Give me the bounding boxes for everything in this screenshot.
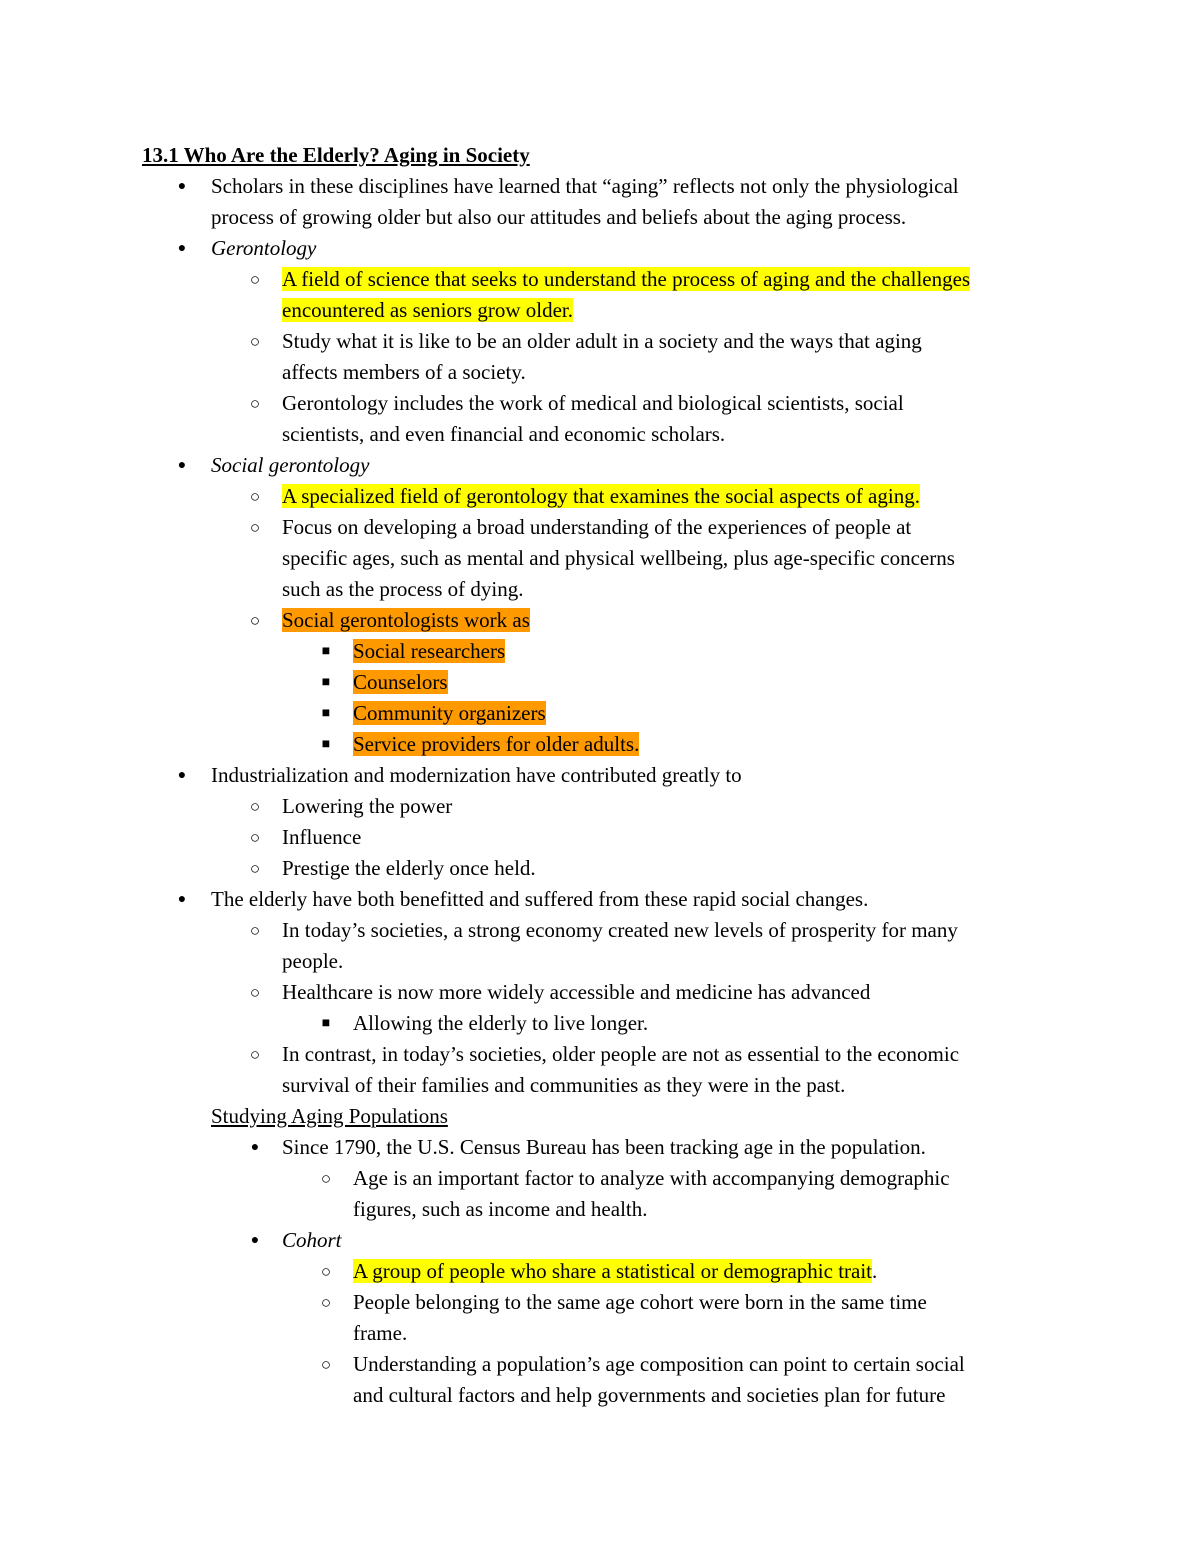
list-item-text-content: frame. bbox=[353, 1321, 408, 1345]
square-bullet-icon: ■ bbox=[321, 675, 331, 690]
list-item-text bbox=[211, 884, 868, 915]
circle-bullet-icon: ○ bbox=[320, 1293, 332, 1312]
circle-bullet-icon: ○ bbox=[320, 1355, 332, 1374]
list-item-text bbox=[211, 760, 742, 791]
list-item-text bbox=[282, 295, 573, 326]
disc-bullet-icon: ● bbox=[177, 768, 187, 783]
disc-bullet-icon: ● bbox=[177, 241, 187, 256]
list-item-text-content: A specialized field of gerontology that examines the social aspects of aging. bbox=[282, 484, 920, 508]
circle-bullet-icon: ○ bbox=[249, 921, 261, 940]
list-item-text bbox=[211, 450, 369, 481]
circle-bullet-icon: ○ bbox=[249, 859, 261, 878]
disc-bullet-icon: ● bbox=[177, 179, 187, 194]
list-item-text bbox=[353, 698, 546, 729]
list-item-text bbox=[282, 853, 536, 884]
square-bullet-icon: ■ bbox=[321, 737, 331, 752]
list-item-text-content: In today’s societies, a strong economy created new levels of prosperity for many bbox=[282, 918, 958, 942]
list-item-text bbox=[282, 264, 970, 295]
list-item-text-content: Gerontology includes the work of medical and biological scientists, social bbox=[282, 391, 904, 415]
list-item-text bbox=[211, 202, 906, 233]
list-item-text-content: Social gerontology bbox=[211, 453, 370, 477]
list-item-text-content: Studying Aging Populations bbox=[211, 1104, 448, 1128]
list-item-text-content: Prestige the elderly once held. bbox=[282, 856, 536, 880]
square-bullet-icon: ■ bbox=[321, 1016, 331, 1031]
circle-bullet-icon: ○ bbox=[249, 518, 261, 537]
list-item-text-content: Allowing the elderly to live longer. bbox=[353, 1011, 649, 1035]
list-item-text bbox=[282, 1039, 959, 1070]
list-item-text-content: specific ages, such as mental and physical wellbeing, plus age-specific concerns bbox=[282, 546, 955, 570]
list-item-text bbox=[211, 233, 316, 264]
section-title: 13.1 Who Are the Elderly? Aging in Society bbox=[142, 143, 530, 167]
list-item-text bbox=[353, 1349, 965, 1380]
list-item-text bbox=[282, 1070, 845, 1101]
list-item-text-content: Social researchers bbox=[353, 639, 506, 663]
disc-bullet-icon: ● bbox=[177, 892, 187, 907]
list-item-text bbox=[353, 1163, 950, 1194]
list-item-text bbox=[211, 171, 959, 202]
circle-bullet-icon: ○ bbox=[249, 797, 261, 816]
list-item-text bbox=[282, 481, 920, 512]
disc-bullet-icon: ● bbox=[250, 1233, 260, 1248]
list-item-text-content: Social gerontologists work as bbox=[282, 608, 530, 632]
list-item-text-content: Scholars in these disciplines have learned that “aging” reflects not only the physiological bbox=[211, 174, 959, 198]
circle-bullet-icon: ○ bbox=[249, 1045, 261, 1064]
list-item-text bbox=[282, 791, 452, 822]
list-item-text-content: survival of their families and communities as they were in the past. bbox=[282, 1073, 846, 1097]
list-item-text-content: Industrialization and modernization have contributed greatly to bbox=[211, 763, 742, 787]
list-item-text bbox=[282, 388, 904, 419]
list-item-text-content: Cohort bbox=[282, 1228, 342, 1252]
list-item-text bbox=[353, 1287, 927, 1318]
list-item-text-content: Lowering the power bbox=[282, 794, 453, 818]
list-item-text bbox=[282, 326, 922, 357]
list-item-text-content: Since 1790, the U.S. Census Bureau has been tracking age in the population. bbox=[282, 1135, 926, 1159]
circle-bullet-icon: ○ bbox=[249, 611, 261, 630]
list-item-text bbox=[211, 1101, 448, 1132]
list-item-text-content: process of growing older but also our attitudes and beliefs about the aging process. bbox=[211, 205, 907, 229]
list-item-text bbox=[282, 946, 343, 977]
list-item-text-content: Study what it is like to be an older adult in a society and the ways that aging bbox=[282, 329, 922, 353]
list-item-text-content: Community organizers bbox=[353, 701, 546, 725]
list-item-text-content: Healthcare is now more widely accessible and medicine has advanced bbox=[282, 980, 871, 1004]
list-item-text bbox=[353, 636, 505, 667]
list-item-text-content: Focus on developing a broad understanding of the experiences of people at bbox=[282, 515, 912, 539]
circle-bullet-icon: ○ bbox=[249, 828, 261, 847]
list-item-text-content: In contrast, in today’s societies, older people are not as essential to the economic bbox=[282, 1042, 960, 1066]
disc-bullet-icon: ● bbox=[177, 458, 187, 473]
list-item-text-content: A group of people who share a statistical or demographic trait bbox=[353, 1259, 873, 1283]
list-item-text bbox=[282, 822, 361, 853]
circle-bullet-icon: ○ bbox=[249, 983, 261, 1002]
list-item-text bbox=[353, 1008, 648, 1039]
square-bullet-icon: ■ bbox=[321, 644, 331, 659]
list-item-text-content: The elderly have both benefitted and suffered from these rapid social changes. bbox=[211, 887, 869, 911]
circle-bullet-icon: ○ bbox=[249, 270, 261, 289]
list-item-text-content: Gerontology bbox=[211, 236, 317, 260]
list-item-text-content: and cultural factors and help governments and societies plan for future bbox=[353, 1383, 946, 1407]
list-item-text bbox=[282, 605, 530, 636]
circle-bullet-icon: ○ bbox=[249, 394, 261, 413]
list-item-text bbox=[353, 729, 639, 760]
list-item-text bbox=[282, 1225, 342, 1256]
list-item-text bbox=[353, 667, 448, 698]
list-item-text bbox=[282, 419, 725, 450]
square-bullet-icon: ■ bbox=[321, 706, 331, 721]
list-item-text bbox=[282, 915, 958, 946]
list-item-text bbox=[353, 1194, 648, 1225]
list-item-text bbox=[353, 1318, 407, 1349]
list-item-text-content: Age is an important factor to analyze with accompanying demographic bbox=[353, 1166, 950, 1190]
list-item-text-content: Service providers for older adults. bbox=[353, 732, 640, 756]
list-item-text bbox=[282, 512, 911, 543]
list-item-text bbox=[282, 357, 526, 388]
list-item-text-content: people. bbox=[282, 949, 344, 973]
list-item-text bbox=[282, 977, 870, 1008]
list-item-text-content: such as the process of dying. bbox=[282, 577, 524, 601]
list-item-text-content: Influence bbox=[282, 825, 362, 849]
list-item-text bbox=[282, 1132, 926, 1163]
list-item-text-content: affects members of a society. bbox=[282, 360, 526, 384]
list-item-text-content: A field of science that seeks to understand the process of aging and the challenges bbox=[282, 267, 971, 291]
list-item-text bbox=[353, 1380, 945, 1411]
list-item-text-content: People belonging to the same age cohort were born in the same time bbox=[353, 1290, 927, 1314]
list-item-text bbox=[353, 1256, 877, 1287]
list-item-text-content: encountered as seniors grow older. bbox=[282, 298, 573, 322]
list-item-text bbox=[282, 574, 523, 605]
circle-bullet-icon: ○ bbox=[320, 1262, 332, 1281]
circle-bullet-icon: ○ bbox=[320, 1169, 332, 1188]
list-item-text bbox=[282, 543, 955, 574]
list-item-text-content: figures, such as income and health. bbox=[353, 1197, 648, 1221]
list-item-trailing-text: . bbox=[872, 1259, 878, 1283]
disc-bullet-icon: ● bbox=[250, 1140, 260, 1155]
list-item-text-content: scientists, and even financial and economic scholars. bbox=[282, 422, 726, 446]
circle-bullet-icon: ○ bbox=[249, 332, 261, 351]
list-item-text-content: Counselors bbox=[353, 670, 448, 694]
circle-bullet-icon: ○ bbox=[249, 487, 261, 506]
list-item-text-content: Understanding a population’s age composition can point to certain social bbox=[353, 1352, 965, 1376]
